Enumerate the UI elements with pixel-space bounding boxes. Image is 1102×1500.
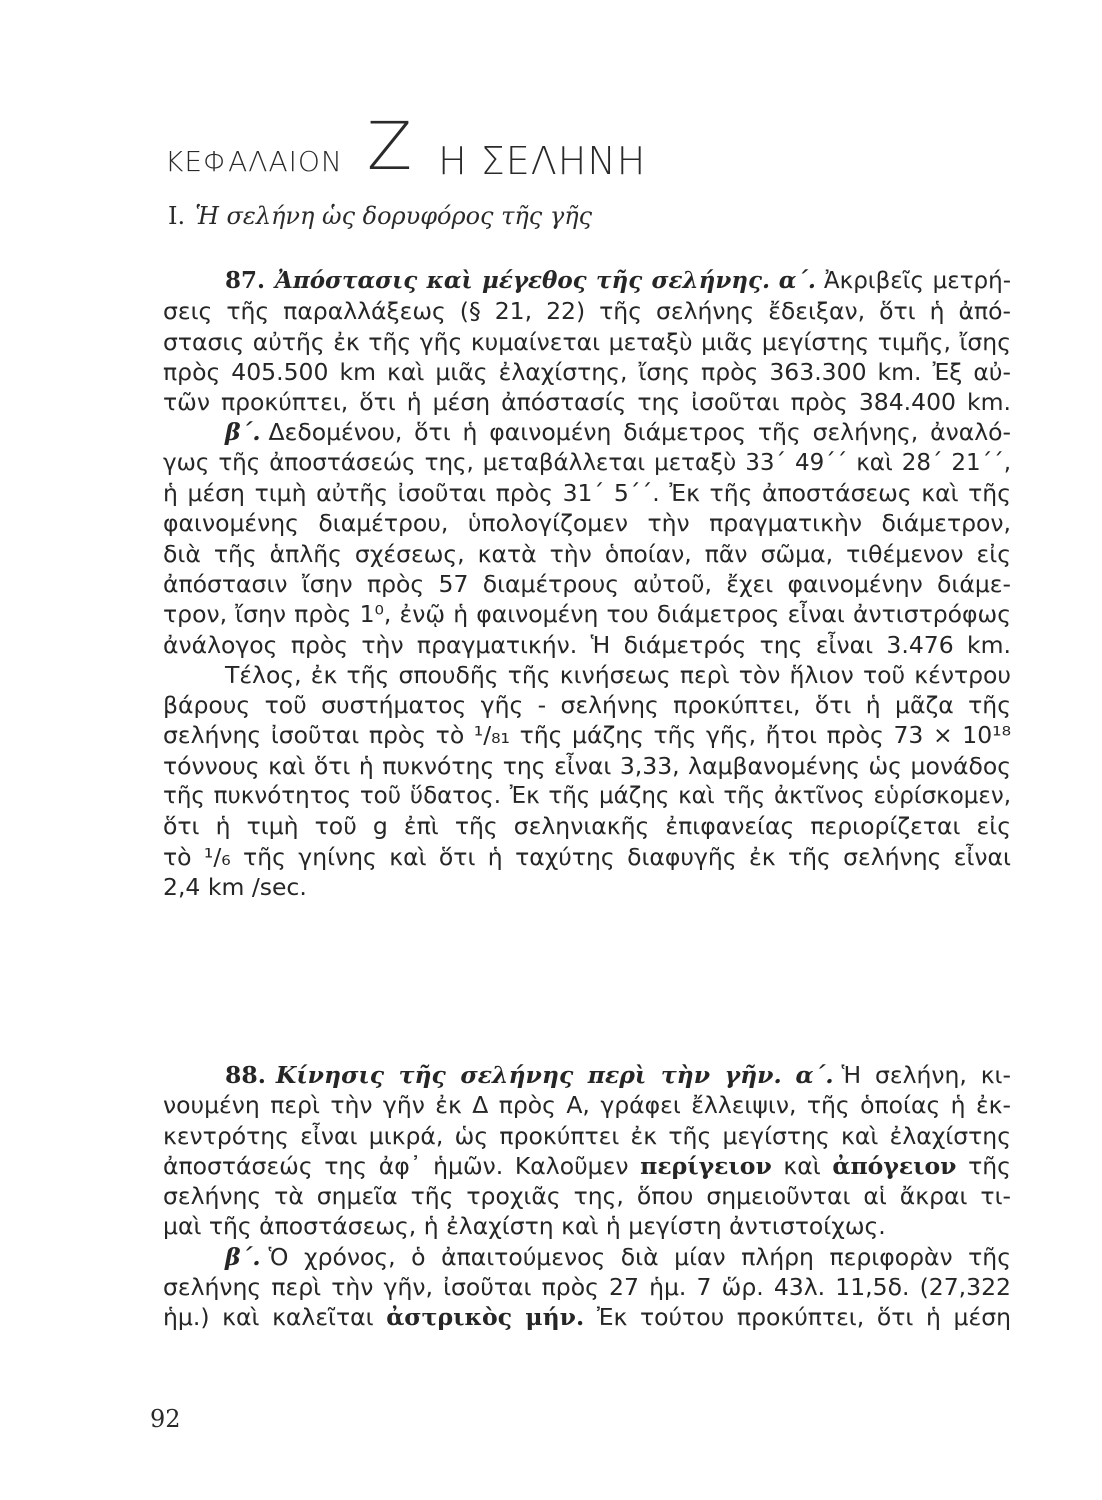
term-perigee: περίγειον bbox=[640, 1151, 772, 1180]
text-span: ἀποστάσεώς της ἀφ᾽ ἡμῶν. Καλοῦμεν bbox=[163, 1151, 629, 1180]
text-line: μαὶ τῆς ἀποστάσεως, ἡ ἐλαχίστη καὶ ἡ μεγίστη ἀντιστοίχως. bbox=[163, 1212, 886, 1241]
text-line: τῆς πυκνότητος τοῦ ὕδατος. Ἐκ τῆς μάζης καὶ τῆς ἀκτῖνος εὑρίσκομεν, bbox=[163, 783, 1011, 810]
text-line: βάρους τοῦ συστήματος γῆς - σελήνης προκύπτει, ὅτι ἡ μᾶζα τῆς bbox=[163, 691, 1011, 720]
article-title: Κίνησις τῆς σελήνης περὶ τὴν γῆν. bbox=[275, 1061, 782, 1089]
text-line: στασις αὐτῆς ἐκ τῆς γῆς κυμαίνεται μεταξὺ μιᾶς μεγίστης τιμῆς, ἴσης bbox=[163, 327, 1011, 356]
text-line: σελήνης τὰ σημεῖα τῆς τροχιᾶς της, ὅπου σημειοῦνται αἱ ἄκραι τι- bbox=[163, 1182, 1011, 1211]
text-span: καὶ bbox=[783, 1151, 821, 1180]
text-line: ὅτι ἡ τιμὴ τοῦ g ἐπὶ τῆς σεληνιακῆς ἐπιφανείας περιορίζεται εἰς bbox=[163, 812, 1011, 841]
term-sidereal-month: ἀστρικὸς μήν. bbox=[386, 1303, 585, 1332]
text-line bbox=[163, 1242, 1011, 1272]
chapter-title: Η ΣΕΛΗΝΗ bbox=[438, 139, 647, 183]
chapter-number: Ζ bbox=[366, 108, 413, 185]
text-line: τῶν προκύπτει, ὅτι ἡ μέση ἀπόστασίς της ἰσοῦται πρὸς 384.400 km. bbox=[163, 388, 1011, 417]
text-span: Ἡ σελήνη, κι- bbox=[841, 1061, 1011, 1089]
text-span: ἡμ.) καὶ καλεῖται bbox=[163, 1303, 374, 1332]
text-span: Ἀκριβεῖς μετρή- bbox=[823, 268, 1012, 294]
text-line bbox=[163, 1302, 1011, 1332]
section-heading bbox=[168, 202, 592, 230]
text-line: τόννους καὶ ὅτι ἡ πυκνότης της εἶναι 3,33, λαμβανομένης ὡς μονάδος bbox=[163, 751, 1011, 780]
text-line: σεις τῆς παραλλάξεως (§ 21, 22) τῆς σελήνης ἔδειξαν, ὅτι ἡ ἀπό- bbox=[163, 297, 1011, 326]
text-line: 2,4 km /sec. bbox=[163, 872, 307, 901]
section-number: Ι. bbox=[168, 202, 186, 230]
text-span: Ὁ χρόνος, ὁ ἀπαιτούμενος διὰ μίαν πλήρη περιφορὰν τῆς bbox=[268, 1242, 1011, 1271]
text-line: διὰ τῆς ἁπλῆς σχέσεως, κατὰ τὴν ὁποίαν, πᾶν σῶμα, τιθέμενον εἰς bbox=[163, 539, 1011, 568]
text-line bbox=[163, 1151, 1011, 1181]
text-line: κεντρότης εἶναι μικρά, ὡς προκύπτει ἐκ τῆς μεγίστης καὶ ἐλαχίστης bbox=[163, 1121, 1011, 1150]
term-apogee: ἀπόγειον bbox=[832, 1151, 957, 1180]
text-line: Τέλος, ἐκ τῆς σπουδῆς τῆς κινήσεως περὶ τὸν ἥλιον τοῦ κέντρου bbox=[225, 660, 1011, 689]
text-line bbox=[163, 417, 1011, 447]
text-line: ἀπόστασιν ἴσην πρὸς 57 διαμέτρους αὐτοῦ, ἔχει φαινομένην διάμε- bbox=[163, 569, 1011, 598]
page-number: 92 bbox=[150, 1405, 181, 1433]
text-line: ἀνάλογος πρὸς τὴν πραγματικήν. Ἡ διάμετρός της εἶναι 3.476 km. bbox=[163, 630, 1011, 659]
chapter-word: ΚΕΦΑΛΑΙΟΝ bbox=[165, 145, 343, 178]
item-letter: α΄. bbox=[795, 1061, 834, 1089]
text-line: σελήνης περὶ τὴν γῆν, ἰσοῦται πρὸς 27 ἡμ. 7 ὥρ. 43λ. 11,5δ. (27,322 bbox=[163, 1273, 1011, 1302]
article-number: 88. bbox=[225, 1061, 266, 1089]
text-line: σελήνης ἰσοῦται πρὸς τὸ ¹/₈₁ τῆς μάζης τῆς γῆς, ἤτοι πρὸς 73 × 10¹⁸ bbox=[163, 721, 1011, 750]
text-span: Δεδομένου, ὅτι ἡ φαινομένη διάμετρος τῆς σελήνης, ἀναλό- bbox=[268, 418, 1011, 447]
text-line: φαινομένης διαμέτρου, ὑπολογίζομεν τὴν πραγματικὴν διάμετρον, bbox=[163, 509, 1011, 538]
article-number: 87. bbox=[225, 267, 266, 294]
item-letter: β΄. bbox=[225, 418, 261, 447]
article-88 bbox=[163, 1060, 1011, 1333]
item-letter: β΄. bbox=[225, 1242, 261, 1271]
item-letter: α΄. bbox=[778, 267, 816, 294]
text-line: νουμένη περὶ τὴν γῆν ἐκ Δ πρὸς Α, γράφει ἔλλειψιν, τῆς ὁποίας ἡ ἐκ- bbox=[163, 1091, 1011, 1120]
chapter-heading bbox=[165, 100, 647, 185]
text-span: Ἐκ τούτου προκύπτει, ὅτι ἡ μέση bbox=[596, 1303, 1011, 1332]
text-line bbox=[163, 266, 1011, 296]
section-title: Ἡ σελήνη ὡς δορυφόρος τῆς γῆς bbox=[195, 202, 593, 230]
article-87 bbox=[163, 266, 1011, 902]
text-span: τῆς bbox=[968, 1151, 1011, 1180]
text-line: ἡ μέση τιμὴ αὐτῆς ἰσοῦται πρὸς 31΄ 5΄΄. Ἐκ τῆς ἀποστάσεως καὶ τῆς bbox=[163, 479, 1011, 508]
text-line bbox=[163, 1060, 1011, 1090]
article-title: Ἀπόστασις καὶ μέγεθος τῆς σελήνης. bbox=[275, 267, 771, 294]
text-line: τρον, ἴσην πρὸς 1⁰, ἐνῷ ἡ φαινομένη του διάμετρος εἶναι ἀντιστρόφως bbox=[163, 600, 1011, 629]
text-line: γως τῆς ἀποστάσεώς της, μεταβάλλεται μεταξὺ 33΄ 49΄΄ καὶ 28΄ 21΄΄, bbox=[163, 449, 1011, 476]
text-line: πρὸς 405.500 km καὶ μιᾶς ἐλαχίστης, ἴσης πρὸς 363.300 km. Ἐξ αὐ- bbox=[163, 357, 1011, 386]
text-line: τὸ ¹/₆ τῆς γηίνης καὶ ὅτι ἡ ταχύτης διαφυγῆς ἐκ τῆς σελήνης εἶναι bbox=[163, 842, 1011, 871]
